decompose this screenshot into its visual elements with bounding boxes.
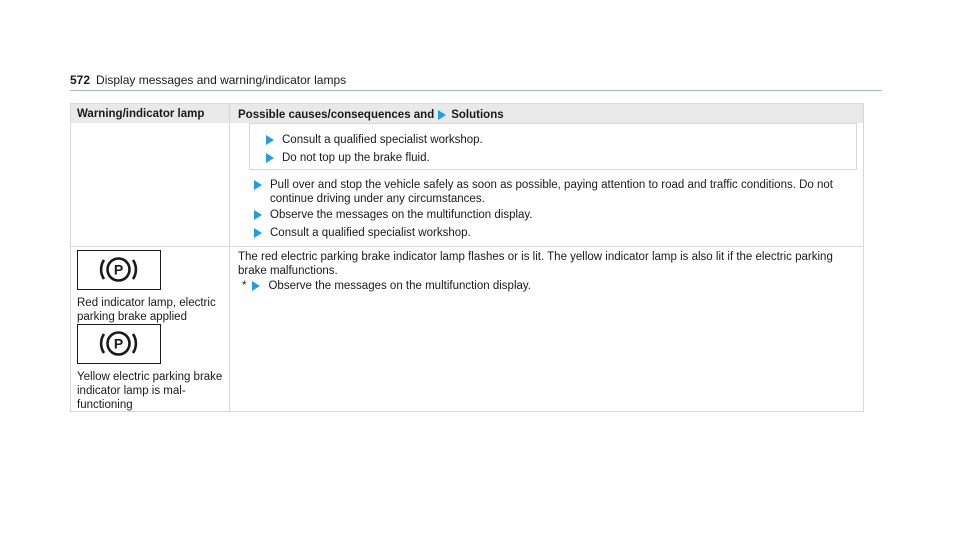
page-title: Display messages and warning/indicator lamps	[96, 73, 347, 87]
column-divider	[229, 104, 230, 411]
step-text: Observe the messages on the multifunction display.	[270, 209, 533, 221]
play-triangle-icon	[438, 110, 446, 120]
list-item	[254, 178, 854, 206]
sub-steps-box	[249, 123, 857, 170]
step-text: Consult a qualified specialist workshop.	[270, 227, 471, 239]
col2-header-text: Possible causes/consequences and	[238, 109, 435, 121]
col2-header	[238, 108, 504, 122]
step-text: Consult a qualified specialist workshop.	[282, 134, 483, 146]
play-triangle-icon	[252, 281, 260, 291]
parking-brake-icon	[77, 324, 161, 364]
row2-description: The red electric parking brake indicator lamp flashes or is lit. The yellow indicator lamp is also lit if the electric parking brake malfunctions.	[238, 251, 833, 277]
play-triangle-icon	[254, 180, 262, 190]
lamp1-label: Red indicator lamp, electric parking brake applied	[77, 297, 216, 323]
play-triangle-icon	[266, 135, 274, 145]
svg-text:P: P	[113, 335, 124, 352]
table-header	[71, 104, 863, 123]
list-item	[266, 151, 430, 165]
step-text: Observe the messages on the multifunction display.	[268, 280, 531, 292]
page-header	[70, 73, 882, 91]
lamp2-label: Yellow electric parking brake indicator lamp is mal-functioning	[77, 371, 223, 411]
col1-header: Warning/indicator lamp	[77, 108, 205, 120]
page-number: 572	[70, 73, 91, 87]
play-triangle-icon	[254, 210, 262, 220]
step-marker: *	[242, 280, 247, 292]
step-text: Pull over and stop the vehicle safely as soon as possible, paying attention to road and traffic conditions. Do not continue driving under any circumstances.	[270, 179, 833, 205]
step-text: Do not top up the brake fluid.	[282, 152, 430, 164]
row-divider	[71, 246, 863, 247]
list-item	[254, 226, 471, 240]
list-item	[254, 208, 533, 222]
play-triangle-icon	[266, 153, 274, 163]
lamp-table	[70, 103, 864, 412]
parking-brake-icon	[77, 250, 161, 290]
col2-header-suffix: Solutions	[451, 109, 504, 121]
list-item	[242, 279, 531, 293]
play-triangle-icon	[254, 228, 262, 238]
svg-text:P: P	[113, 261, 124, 278]
list-item	[266, 133, 483, 147]
